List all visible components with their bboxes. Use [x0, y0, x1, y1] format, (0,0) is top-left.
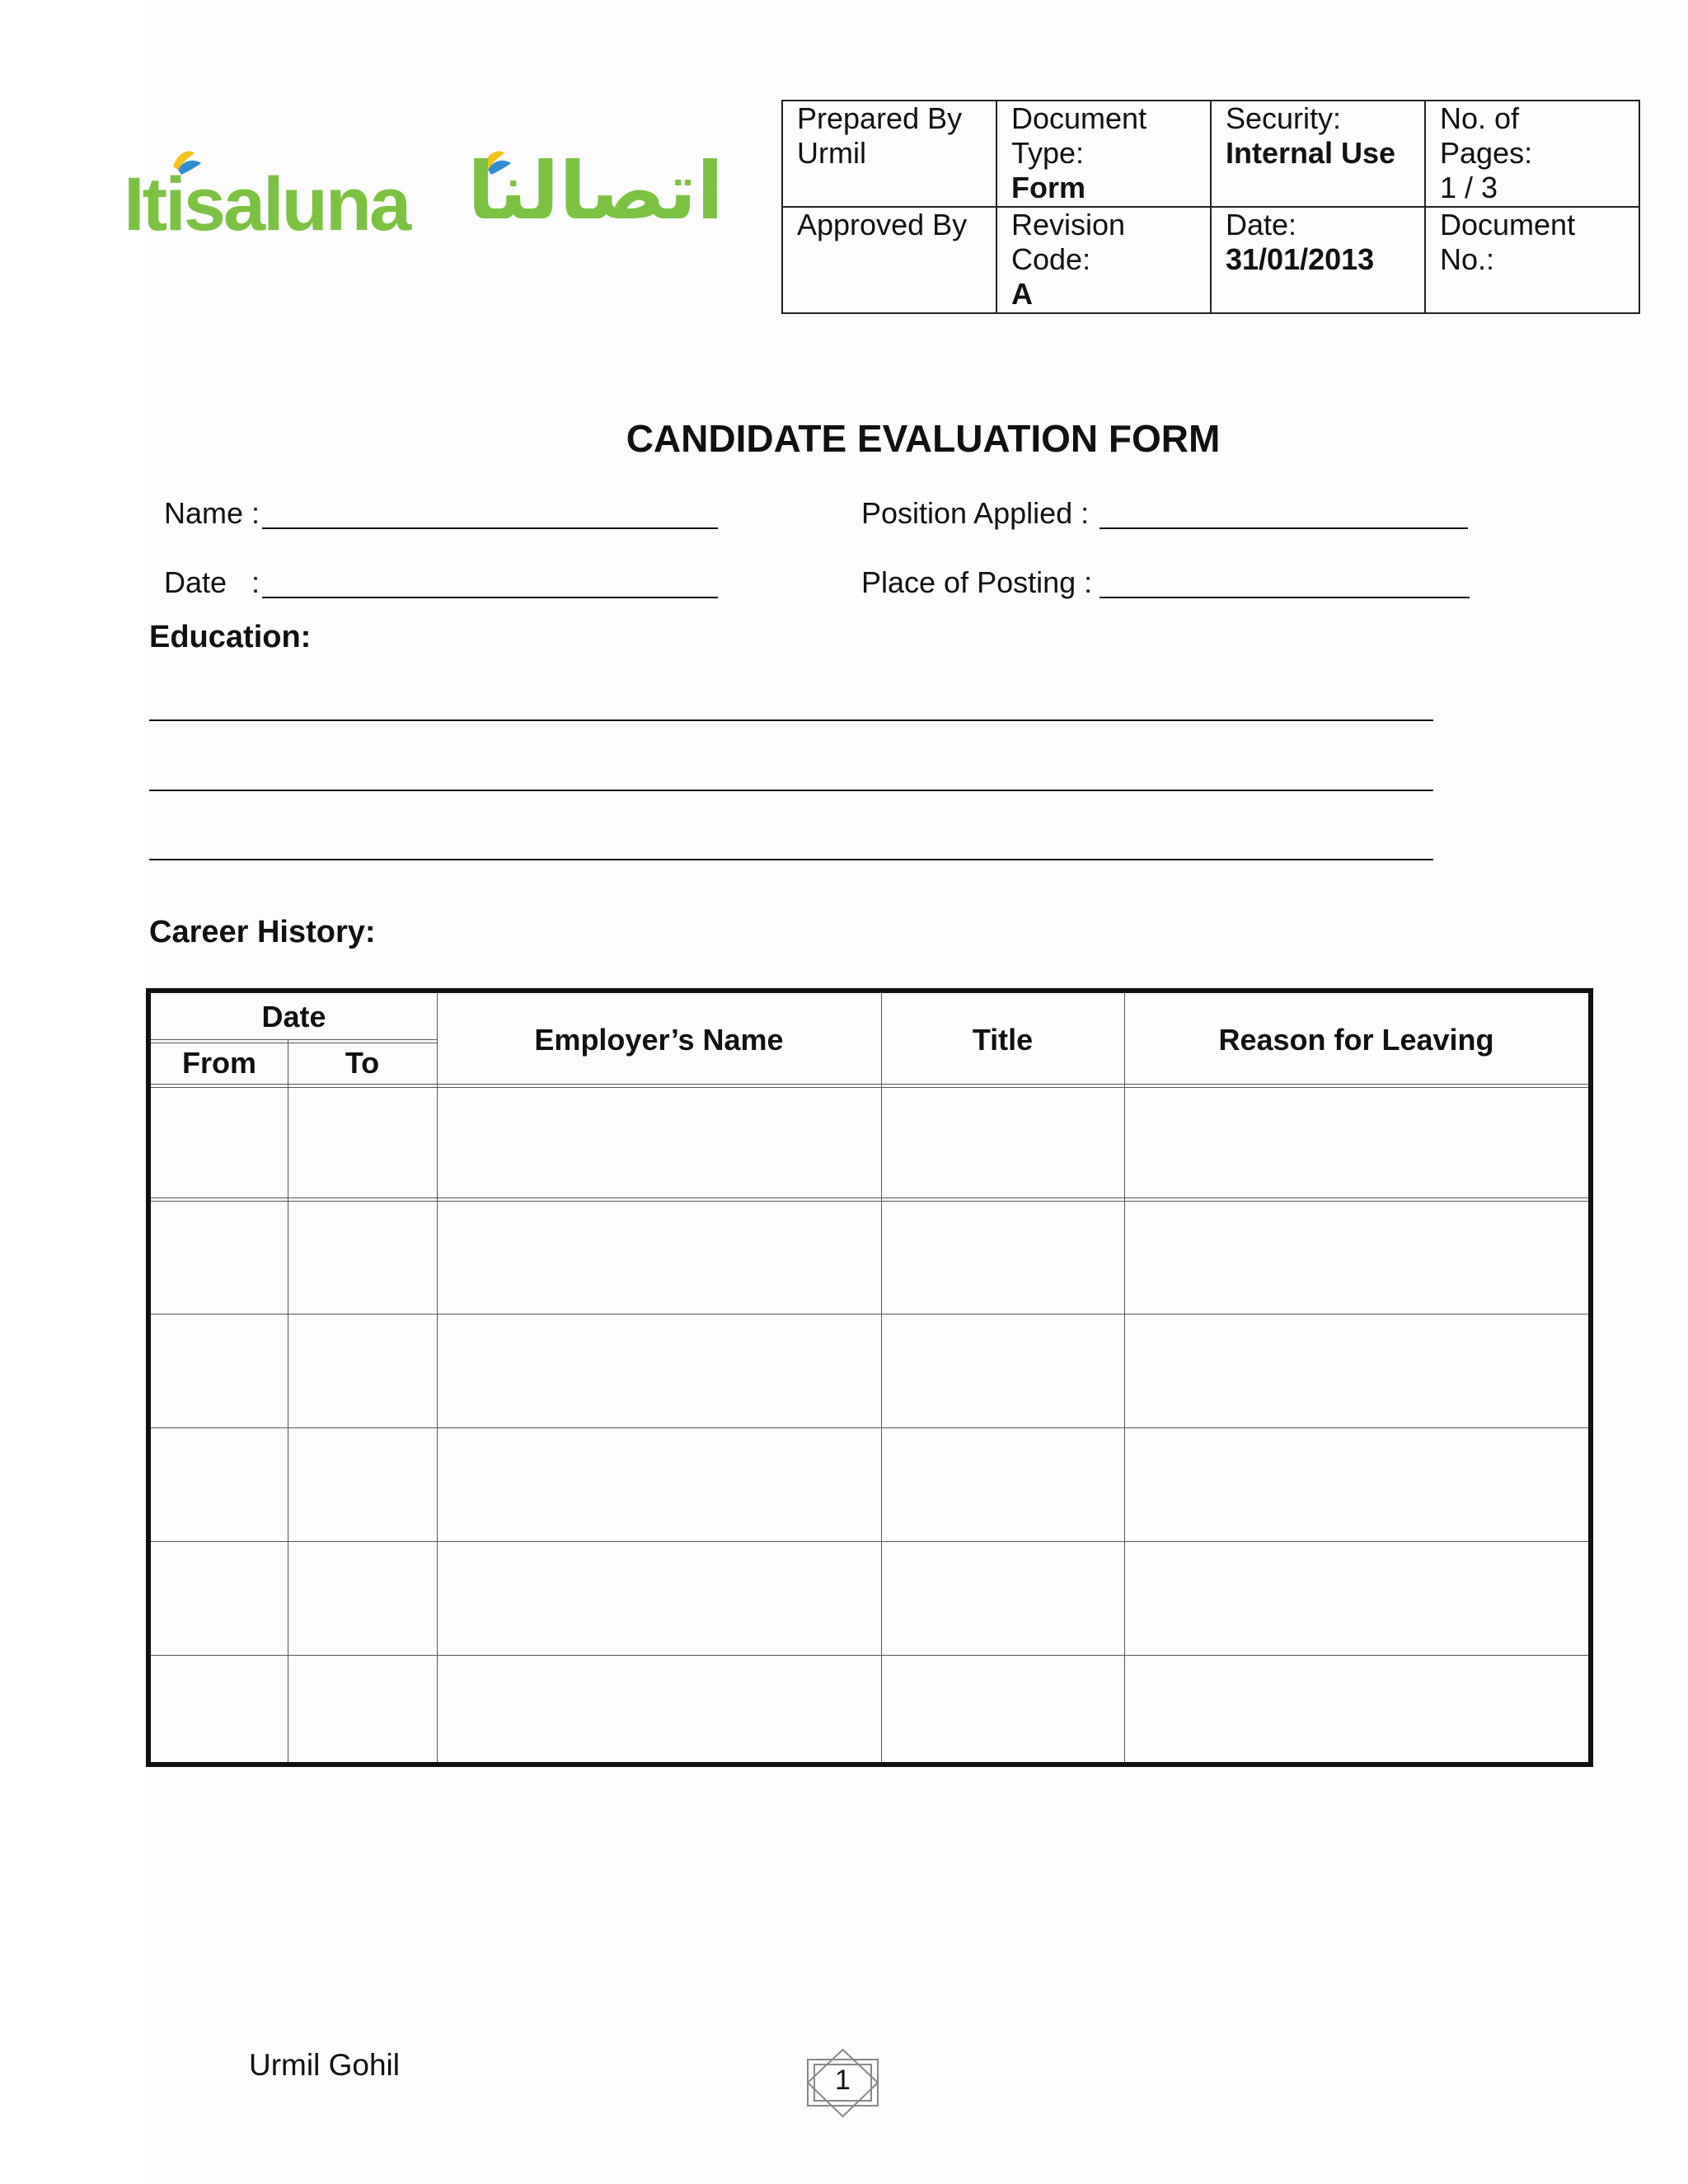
header-divider [151, 1087, 1588, 1088]
date-cell [1211, 207, 1425, 313]
row-divider [151, 1201, 1588, 1202]
document-type-cell [996, 101, 1211, 207]
row-divider [151, 1541, 1588, 1542]
revision-value: A [1011, 277, 1033, 311]
date-subheader-divider [151, 1039, 437, 1040]
name-field[interactable] [262, 527, 718, 529]
document-number-label: Document [1440, 208, 1576, 241]
security-label: Security: [1226, 101, 1342, 135]
column-divider [881, 993, 882, 1762]
row-divider [151, 1427, 1588, 1428]
from-header: From [182, 1046, 256, 1080]
revision-cell [996, 207, 1211, 313]
approved-by-cell [782, 207, 996, 313]
date-header: Date [261, 1000, 326, 1033]
education-line[interactable] [149, 719, 1433, 721]
to-header: To [345, 1046, 380, 1080]
pages-value: 1 / 3 [1440, 171, 1498, 204]
place-of-posting-field[interactable] [1100, 597, 1470, 598]
education-heading: Education: [149, 620, 312, 654]
pages-label-2: Pages: [1440, 136, 1533, 170]
position-applied-field[interactable] [1100, 527, 1468, 529]
row-divider [151, 1197, 1588, 1198]
date-field[interactable] [262, 597, 718, 598]
career-history-table [146, 988, 1593, 1767]
date-field-label: Date : [164, 565, 260, 599]
career-history-heading: Career History: [149, 915, 376, 949]
revision-label: Revision [1011, 208, 1126, 241]
logo-arabic-text: اتصالنا [467, 145, 724, 237]
date-label: Date: [1226, 208, 1297, 241]
logo-latin-text: Itisaluna [124, 162, 410, 246]
prepared-by-label: Prepared By [797, 101, 963, 135]
document-type-label-2: Type: [1011, 136, 1085, 170]
pages-label: No. of [1440, 101, 1520, 135]
employer-name-header: Employer’s Name [534, 1023, 784, 1057]
document-type-label: Document [1011, 101, 1147, 135]
revision-label-2: Code: [1011, 242, 1091, 276]
prepared-by-value: Urmil [797, 136, 866, 170]
pages-cell [1425, 101, 1639, 207]
date-value: 31/01/2013 [1226, 242, 1375, 276]
prepared-by-cell [782, 101, 996, 207]
security-value: Internal Use [1226, 136, 1396, 170]
document-info-table [781, 100, 1640, 314]
approved-by-label: Approved By [797, 208, 968, 241]
page-number-badge [804, 2048, 882, 2118]
name-label: Name : [164, 496, 260, 530]
page-number: 1 [835, 2064, 851, 2096]
title-header: Title [972, 1023, 1034, 1057]
column-divider [1124, 993, 1125, 1762]
column-divider [437, 993, 438, 1762]
position-applied-label: Position Applied : [861, 496, 1090, 530]
education-line[interactable] [149, 790, 1433, 791]
header-divider [151, 1084, 1588, 1085]
document-number-label-2: No.: [1440, 242, 1495, 276]
row-divider [151, 1655, 1588, 1656]
reason-for-leaving-header: Reason for Leaving [1218, 1023, 1494, 1057]
company-logo [124, 145, 738, 247]
form-title: CANDIDATE EVALUATION FORM [626, 417, 1221, 460]
footer-author: Urmil Gohil [249, 2048, 400, 2082]
place-of-posting-label: Place of Posting : [861, 565, 1093, 599]
document-number-cell [1425, 207, 1639, 313]
row-divider [151, 1314, 1588, 1315]
security-cell [1211, 101, 1425, 207]
document-type-value: Form [1011, 171, 1085, 204]
education-line[interactable] [149, 859, 1433, 860]
